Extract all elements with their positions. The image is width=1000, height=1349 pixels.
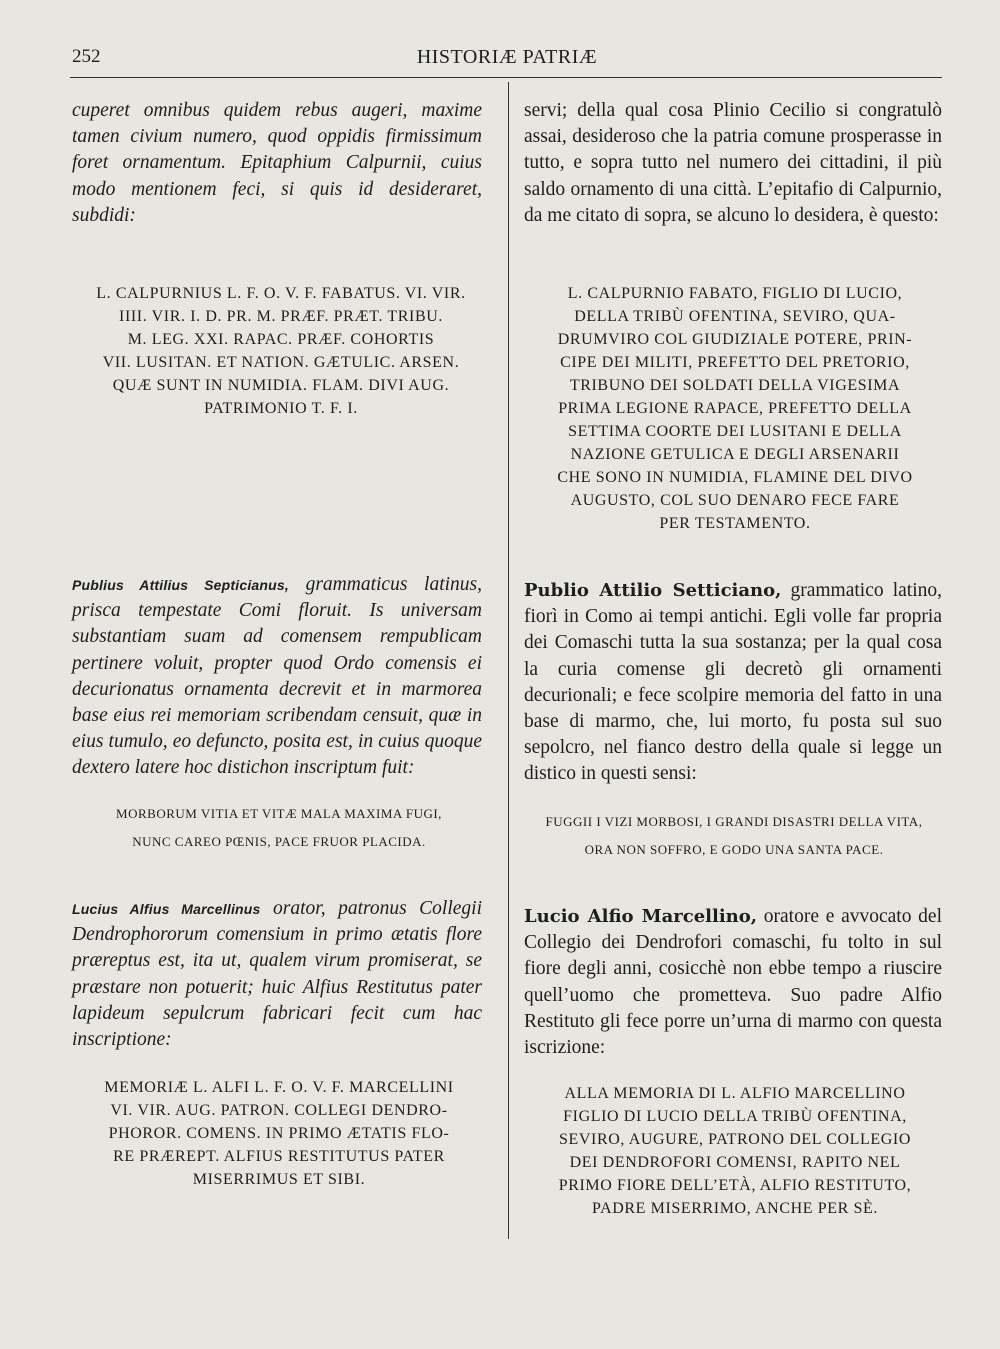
person-name: Publio Attilio Setticiano, — [524, 580, 782, 601]
page-number: 252 — [72, 46, 101, 67]
running-title: HISTORIÆ PATRIÆ — [416, 46, 598, 68]
inscription-line: PER TESTAMENTO. — [659, 515, 811, 532]
italian-paragraph-1: servi; della qual cosa Plinio Cecilio si congratulò assai, desideroso che la patria comune prosperasse in tutto, e sopra tutto nel numero dei cittadini, il più saldo ornamento di una città. L’epitafio di Calpurnio, da me citato di sopra, se alcuno lo desidera, è questo: — [524, 100, 942, 226]
italian-paragraph-3 — [524, 904, 942, 1061]
person-name: Lucio Alfio Marcellino, — [524, 906, 758, 927]
header-rule — [70, 77, 942, 78]
inscription-line: PHOROR. COMENS. IN PRIMO ÆTATIS FLO- — [108, 1125, 450, 1142]
italian-paragraph-2 — [524, 578, 942, 788]
latin-paragraph-3 — [72, 896, 482, 1053]
paragraph-text: grammaticus latinus, prisca tempestate Comi floruit. Is universam substantiam suam ad comensem rempublicam pertinere voluit, propter quod Ordo comensis ei decurionatus ornamenta decrevit et in marmorea base eius rei memoriam scribendam censuit, quæ in eius tumulo, eo defuncto, posita est, in cuius quoque dextero latere hoc distichon inscriptum fuit: — [72, 574, 482, 779]
inscription-line: L. CALPURNIUS L. F. O. V. F. FABATUS. VI. VIR. — [96, 285, 466, 302]
inscription-line: SEVIRO, AUGURE, PATRONO DEL COLLEGIO — [559, 1131, 911, 1148]
paragraph-text: orator, patronus Collegii Dendrophororum comensium in primo ætatis flore præreptus est, ita ut, qualem virum promiserat, se præstare non potuerit; huic Alfius Restitutus pater lapideum sepulcrum fabricari fecit cum hac inscriptione: — [72, 898, 483, 1051]
inscription-line: DEI DENDROFORI COMENSI, RAPITO NEL — [569, 1154, 901, 1171]
inscription-line: IIII. VIR. I. D. PR. M. PRÆF. PRÆT. TRIBU. — [119, 308, 443, 325]
inscription-line: PATRIMONIO T. F. I. — [204, 400, 358, 417]
italian-distich — [524, 808, 944, 864]
person-name: Lucius Alfius Marcellinus — [72, 901, 261, 917]
distich-line: ORA NON SOFFRO, E GODO UNA SANTA PACE. — [584, 842, 884, 857]
distich-line: MORBORUM VITIA ET VITÆ MALA MAXIMA FUGI, — [116, 806, 442, 821]
inscription-line: DELLA TRIBÙ OFENTINA, SEVIRO, QUA- — [574, 308, 896, 325]
latin-inscription-marcellinus — [76, 1076, 482, 1191]
italian-inscription-marcellino — [528, 1082, 942, 1220]
latin-paragraph-2 — [72, 572, 482, 782]
inscription-line: PADRE MISERRIMO, ANCHE PER SÈ. — [592, 1200, 878, 1217]
inscription-line: RE PRÆREPT. ALFIUS RESTITUTUS PATER — [113, 1148, 445, 1165]
inscription-line: L. CALPURNIO FABATO, FIGLIO DI LUCIO, — [567, 285, 903, 302]
inscription-line: ALLA MEMORIA DI L. ALFIO MARCELLINO — [564, 1085, 906, 1102]
latin-inscription-calpurnius — [80, 282, 482, 420]
latin-distich — [84, 800, 474, 856]
paragraph-text: grammatico latino, fiorì in Como ai tempi antichi. Egli volle far propria dei Comaschi tutta la sua sostanza; per la qual cosa la curia comense gli decretò gli ornamenti decurionali; e fece scolpire memoria del fatto in una base di marmo, che, lui morto, fu posta sul suo sepolcro, nel fianco destro della quale si legge un distico in questi sensi: — [524, 580, 942, 785]
inscription-line: TRIBUNO DEI SOLDATI DELLA VIGESIMA — [569, 377, 901, 394]
inscription-line: FIGLIO DI LUCIO DELLA TRIBÙ OFENTINA, — [563, 1108, 907, 1125]
inscription-line: VI. VIR. AUG. PATRON. COLLEGI DENDRO- — [110, 1102, 448, 1119]
distich-line: NUNC CAREO PŒNIS, PACE FRUOR PLACIDA. — [132, 834, 426, 849]
inscription-line: CHE SONO IN NUMIDIA, FLAMINE DEL DIVO — [557, 469, 913, 486]
inscription-line: PRIMO FIORE DELL’ETÀ, ALFIO RESTITUTO, — [558, 1177, 912, 1194]
inscription-line: MISERRIMUS ET SIBI. — [192, 1171, 366, 1188]
column-divider — [508, 82, 509, 1239]
inscription-line: VII. LUSITAN. ET NATION. GÆTULIC. ARSEN. — [102, 354, 460, 371]
italian-inscription-calpurnio — [530, 282, 940, 535]
inscription-line: M. LEG. XXI. RAPAC. PRÆF. COHORTIS — [127, 331, 435, 348]
inscription-line: SETTIMA COORTE DEI LUSITANI E DELLA — [568, 423, 902, 440]
inscription-line: DRUMVIRO COL GIUDIZIALE POTERE, PRIN- — [557, 331, 913, 348]
inscription-line: QUÆ SUNT IN NUMIDIA. FLAM. DIVI AUG. — [112, 377, 450, 394]
page-header — [72, 46, 942, 74]
inscription-line: NAZIONE GETULICA E DEGLI ARSENARII — [570, 446, 900, 463]
inscription-line: AUGUSTO, COL SUO DENARO FECE FARE — [570, 492, 900, 509]
latin-paragraph-1: cuperet omnibus quidem rebus augeri, maxime tamen civium numero, quod oppidis firmissimum foret ornamentum. Epitaphium Calpurnii, cuius modo mentionem feci, si quis id desideraret, subdidi: — [72, 100, 482, 226]
paragraph-text: oratore e avvocato del Collegio dei Dendrofori comaschi, fu tolto in sul fiore degli anni, cosicchè non ebbe tempo a riuscire quell’uomo che prometteva. Suo padre Alfio Restituto gli fece porre un’urna di marmo con questa iscrizione: — [524, 906, 942, 1059]
inscription-line: CIPE DEI MILITI, PREFETTO DEL PRETORIO, — [560, 354, 910, 371]
inscription-line: MEMORIÆ L. ALFI L. F. O. V. F. MARCELLINI — [104, 1079, 454, 1096]
person-name: Publius Attilius Septicianus, — [72, 577, 289, 593]
inscription-line: PRIMA LEGIONE RAPACE, PREFETTO DELLA — [558, 400, 912, 417]
distich-line: FUGGII I VIZI MORBOSI, I GRANDI DISASTRI DELLA VITA, — [545, 814, 923, 829]
